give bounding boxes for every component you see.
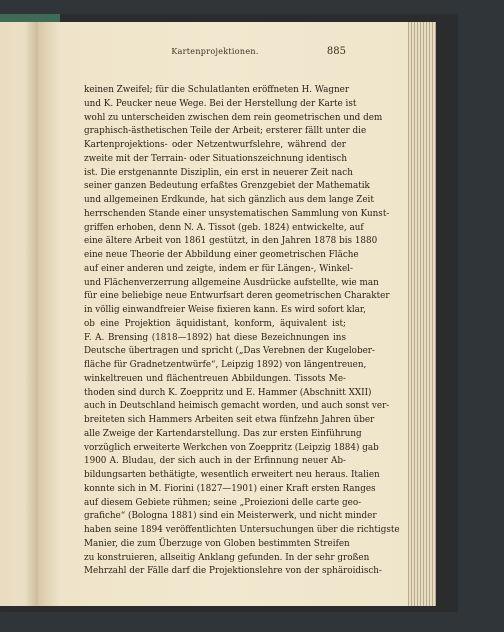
text-line: fläche für Gradnetzentwürfe“, Leipzig 1892) von längentreuen, [84, 360, 367, 370]
text-line: Mehrzahl der Fälle darf die Projektionslehre von der sphäroidisch- [84, 566, 382, 577]
text-line: Kartenprojektions- oder Netzentwurfslehre, während der [84, 140, 346, 150]
text-line: 1900 A. Bludau, der sich auch in der Erfinnung neuer Ab- [84, 456, 346, 467]
text-line: breiteten sich Hammers Arbeiten seit etwa fünfzehn Jahren über [84, 415, 375, 425]
text-line: alle Zweige der Kartendarstellung. Das zur ersten Einführung [84, 428, 362, 439]
text-line: winkeltreuen und flächentreuen Abbildungen. Tissots Me- [84, 373, 346, 384]
left-page-edge [0, 22, 40, 606]
page-number: 885 [326, 46, 346, 57]
text-line: eine ältere Arbeit von 1861 gestützt, in den Jahren 1878 bis 1880 [84, 236, 378, 247]
text-line: auf diesem Gebiete rühmen; seine „Proiezioni delle carte geo- [84, 497, 362, 508]
cover-green-edge [0, 14, 60, 22]
text-line: wohl zu unterscheiden zwischen dem rein geometrischen und dem [84, 112, 383, 123]
text-line: ob eine Projektion äquidistant, konform, äquivalent ist; [84, 318, 346, 329]
text-line: herrschenden Stande einer unsystematischen Sammlung von Kunst- [84, 208, 390, 219]
text-line: eine neue Theorie der Abbildung einer geometrischen Fläche [84, 250, 359, 260]
text-line: und Flächenverzerrung allgemeine Ausdrücke aufstellte, wie man [84, 277, 379, 288]
text-line: zweite mit der Terrain- oder Situationszeichnung identisch [84, 153, 348, 164]
text-line: haben seine 1894 veröffentlichten Untersuchungen über die richtigste [84, 525, 400, 535]
text-line: bildungsarten bethätigte, wesentlich erweitert neu heraus. Italien [84, 470, 380, 480]
text-line: vorzüglich erweiterte Werkchen von Zoeppritz (Leipzig 1884) gab [84, 442, 379, 453]
text-line: graphisch-ästhetischen Teile der Arbeit; ersterer fällt unter die [84, 126, 367, 137]
text-line: keinen Zweifel; für die Schulatlanten eröffneten H. Wagner [84, 85, 350, 95]
page-stack-edges [406, 22, 436, 606]
text-line: auf einer anderen und zeigte, indem er für Längen-, Winkel- [84, 263, 353, 274]
text-line: griffen erhoben, denn N. A. Tissot (geb. 1824) entwickelte, auf [84, 222, 364, 233]
text-line: und allgemeinen Erdkunde, hat sich gänzlich aus dem lange Zeit [84, 195, 374, 205]
text-line: F. A. Brensing (1818—1892) hat diese Bezeichnungen ins [84, 332, 346, 343]
running-title: Kartenprojektionen. [171, 47, 259, 56]
text-line: thoden sind durch K. Zoeppritz und E. Hammer (Abschnitt XXII) [84, 387, 372, 398]
text-line: und K. Peucker neue Wege. Bei der Herstellung der Karte ist [84, 98, 357, 109]
body-text [84, 84, 400, 579]
text-line: konnte sich in M. Fiorini (1827—1901) einer Kraft ersten Ranges [84, 483, 376, 494]
text-line: zu konstruieren, allseitig Anklang gefunden. In der sehr großen [84, 552, 370, 563]
text-line: ist. Die erstgenannte Disziplin, ein erst in neuerer Zeit nach [84, 167, 353, 178]
text-line: Manier, die zum Überzuge von Globen bestimmten Streifen [84, 538, 350, 549]
text-line: grafiche“ (Bologna 1881) sind ein Meisterwerk, und nicht minder [84, 511, 377, 522]
text-line: auch in Deutschland heimisch gemacht worden, und auch sonst ver- [84, 401, 390, 412]
text-line: seiner ganzen Bedeutung erfaßtes Grenzgebiet der Mathematik [84, 181, 370, 192]
text-line: Deutsche übertragen und spricht („Das Verebnen der Kugelober- [84, 346, 375, 357]
page-header [84, 45, 346, 61]
text-line: für eine beliebige neue Entwurfsart deren geometrischen Charakter [84, 291, 390, 302]
text-line: in völlig einwandfreier Weise fixieren kann. Es wird sofort klar, [84, 305, 366, 315]
